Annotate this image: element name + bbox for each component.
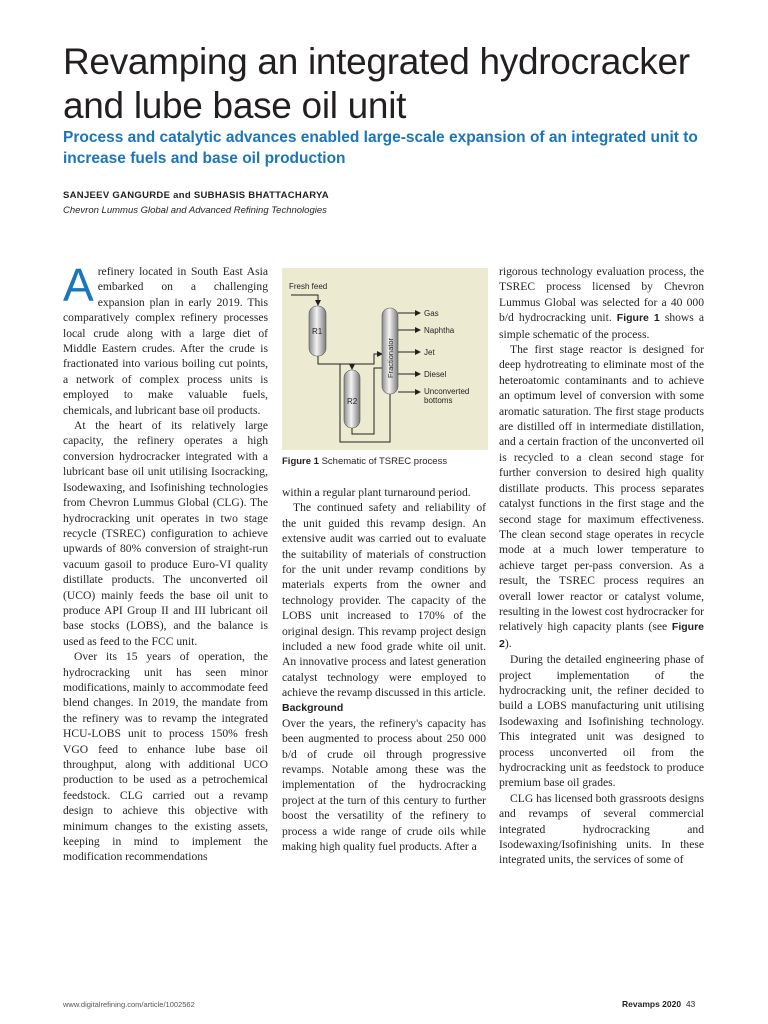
paragraph-10: CLG has licensed both grassroots designs and revamps of several commercial integrated hydrocracking and Isodewaxing/Isofinishing units. In these integrated units, the services of some of: [499, 791, 704, 867]
section-heading-background: Background: [282, 701, 344, 714]
paragraph-6: Over the years, the refinery's capacity has been augmented to process about 250 000 b/d of crude oil through progressive revamps. Notable among these was the implementation of the hydrocracking project at the turn of this century to further boost the versatility of the refinery to process a wide range of crude oils while making high quality fuel products. After a: [282, 716, 486, 853]
paragraph-8: The first stage reactor is designed for deep hydrotreating to eliminate most of the heteroatomic contaminants and to achieve an optimum level of conversion with some aromatic saturation. The first stage products are distilled off in intermediate distillation, and a certain fraction of the unconverted oil is recycled to a clean second stage for further conversion to desired high quality distillate products. This process separates catalyst functions in the first stage and the second stage for maximum effectiveness. The clean second stage operates in recycle mode at a much lower temperature to achieve target per-pass conversion. As a result, the TSREC process requires an overall lower reactor or catalyst volume, resulting in the lowest cost hydrocracker for relatively high capacity plants (see Figure 2).: [499, 343, 704, 650]
figure-1-schematic: [282, 268, 488, 450]
output-diesel-label: Diesel: [424, 370, 447, 379]
page-number: 43: [685, 999, 696, 1009]
fractionator-label: Fractionator: [386, 337, 395, 378]
article-affiliation: Chevron Lummus Global and Advanced Refining Technologies: [63, 205, 327, 216]
output-bottoms-label: bottoms: [424, 396, 453, 405]
feed-line: [291, 295, 318, 305]
text-column-3: [499, 264, 704, 868]
output-naphtha-label: Naphtha: [424, 326, 455, 335]
article-subtitle: Process and catalytic advances enabled large-scale expansion of an integrated unit to increase fuels and base oil production: [63, 129, 698, 167]
reactor-r2-label: R2: [347, 397, 358, 406]
fresh-feed-label: Fresh feed: [289, 282, 328, 291]
paragraph-5: The continued safety and reliability of the unit guided this revamp design. An extensive audit was carried out to evaluate the suitability of materials of construction for the unit under revamp conditions by materials experts from the owner and technology provider. The capacity of the LOBS unit increased to 170% of the original design. This revamp project design included a new food grade white oil unit. An innovative process and latest generation catalyst technology were employed to achieve the revamp discussed in this article.: [282, 501, 486, 700]
article-authors: SANJEEV GANGURDE and SUBHASIS BHATTACHARYA: [63, 190, 329, 201]
drop-cap: A: [63, 259, 94, 311]
figure-1-reference: Figure 1: [616, 312, 660, 325]
article-title: Revamping an integrated hydrocracker and lube base oil unit: [63, 41, 690, 126]
output-gas-label: Gas: [424, 309, 439, 318]
text-column-2: [282, 485, 486, 854]
paragraph-2: At the heart of its relatively large capacity, the refinery operates a high conversion hydrocracker integrated with a lubricant base oil unit utilising Isocracking, Isodewaxing, and Isofinishing technologies from Chevron Lummus Global (CLG). The hydrocracking unit operates in two stage recycle (TSREC) configuration to achieve upwards of 80% conversion of straight-run vacuum gasoil to produce Euro-VI quality distillate products. The unconverted oil (UCO) mainly feeds the base oil unit to produce API Group II and III lubricant oil base stocks (LOBS), and the balance is used as feed to the FCC unit.: [63, 419, 268, 648]
paragraph-4: within a regular plant turnaround period.: [282, 486, 471, 499]
output-unconverted-label: Unconverted: [424, 387, 470, 396]
text-column-1: [63, 259, 268, 865]
footer-issue: Revamps 2020 43: [622, 999, 696, 1009]
output-jet-label: Jet: [424, 348, 435, 357]
reactor-r1-label: R1: [312, 327, 323, 336]
figure-1-caption: Figure 1 Schematic of TSREC process: [282, 456, 448, 467]
footer-url: www.digitalrefining.com/article/1002562: [63, 1000, 195, 1009]
paragraph-7: rigorous technology evaluation process, the TSREC process licensed by Chevron Lummus Global was selected for a 40 000 b/d hydrocracking unit. Figure 1 shows a simple schematic of the process.: [499, 265, 704, 341]
paragraph-1: Arefinery located in South East Asia embarked on a challenging expansion plan in early 2019. This comparatively complex refinery processes local crude along with a large diet of Middle Eastern crudes. After the crude is fractionated into various boiling cut points, a network of complex process units is employed to make valuable fuels, chemicals, and lubricant base oil products.: [63, 259, 268, 417]
paragraph-9: During the detailed engineering phase of project implementation of the hydrocracking unit, the refiner decided to build a LOBS manufacturing unit utilising Isodewaxing and Isofinishing technology. This integrated unit was designed to process unconverted oil from the hydrocracking unit as feedstock to produce premium base oil grades.: [499, 653, 704, 790]
figure-2-reference: Figure 2: [499, 621, 704, 650]
tsrec-schematic: [282, 268, 488, 450]
r1-to-fractionator-line: [318, 354, 382, 364]
paragraph-3: Over its 15 years of operation, the hydrocracking unit has seen minor modifications, mainly to accommodate feed blend changes. In 2019, the mandate from the refinery was to revamp the integrated HCU-LOBS unit to process 150% fresh VGO feed to enhance lube base oil throughput, along with additional UCO production to be used as a petrochemical feedstock. CLG carried out a revamp design to achieve this objective with minimum changes to the existing assets, keeping in mind to implement the modification recommendations: [63, 650, 268, 864]
